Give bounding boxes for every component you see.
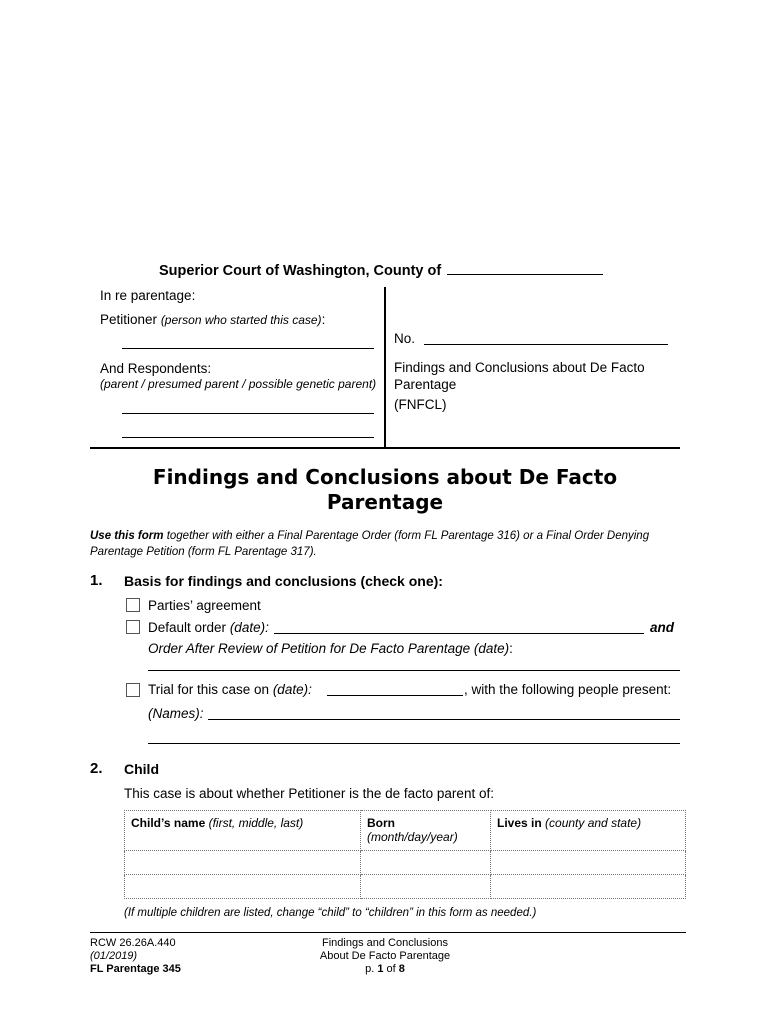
child-name-cell[interactable] [125,875,361,899]
col-lives-in-header: Lives in (county and state) [491,811,686,851]
col-born-header: Born (month/day/year) [361,811,491,851]
children-table [124,810,686,899]
table-row [125,875,686,899]
section-2-title: Child [124,761,159,777]
names-line-1[interactable] [208,719,680,720]
footer-center: Findings and Conclusions About De Facto Parentage p. 1 of 8 [300,937,470,976]
court-title: Superior Court of Washington, County of [159,262,603,279]
checkbox-trial[interactable] [126,683,140,697]
child-born-cell[interactable] [361,851,491,875]
footer-left: RCW 26.26A.440 (01/2019) FL Parentage 345 [90,937,181,975]
child-lives-in-cell[interactable] [491,875,686,899]
intro-text: Use this form together with either a Final Parentage Order (form FL Parentage 316) or a Final Order Denying Parentage Petition (form FL Parentage 317). [90,530,650,558]
names-line-2[interactable] [148,743,680,744]
caption-bottom-rule [90,447,680,449]
section-2-number: 2. [90,760,103,777]
trial-date-line[interactable] [327,695,463,696]
county-blank[interactable] [447,262,603,275]
trial-people-present: , with the following people present: [464,682,672,697]
col-child-name-header: Child’s name (first, middle, last) [125,811,361,851]
respondents-hint: (parent / presumed parent / possible genetic parent) [100,377,377,391]
case-number-line[interactable] [424,344,668,345]
section-1-number: 1. [90,572,103,589]
option-default-order: Default order (date): [148,620,269,635]
page-title: Findings and Conclusions about De Facto Parentage [152,465,618,514]
default-order-date-line[interactable] [274,633,644,634]
order-after-review-date-line[interactable] [148,670,680,671]
section-1-title: Basis for findings and conclusions (check one): [124,573,443,589]
respondent-line-2[interactable] [122,437,374,438]
child-lives-in-cell[interactable] [491,851,686,875]
child-born-cell[interactable] [361,875,491,899]
caption-doc-code: (FNFCL) [394,397,447,412]
multiple-children-note: (If multiple children are listed, change “child” to “children” in this form as needed.) [124,907,537,919]
table-row [125,851,686,875]
checkbox-default-order[interactable] [126,620,140,634]
order-after-review-label: Order After Review of Petition for De Facto Parentage (date): [148,641,513,656]
in-re-label: In re parentage: [100,288,196,303]
and-label: and [650,620,675,635]
caption-doc-title: Findings and Conclusions about De Facto Parentage [394,360,645,392]
caption-divider [384,287,386,449]
petitioner-name-line[interactable] [122,348,374,349]
table-header-row [125,811,686,851]
page-number: p. 1 of 8 [365,963,405,975]
names-label: (Names): [148,706,204,721]
case-number-label: No. [394,331,416,346]
option-trial: Trial for this case on (date): [148,682,312,697]
petitioner-label: Petitioner (person who started this case): [100,312,326,327]
option-parties-agreement: Parties’ agreement [148,598,261,613]
child-name-cell[interactable] [125,851,361,875]
respondents-label: And Respondents: [100,361,212,376]
respondent-line-1[interactable] [122,413,374,414]
footer-rule [90,932,686,933]
section-2-text: This case is about whether Petitioner is the de facto parent of: [124,786,494,801]
checkbox-parties-agreement[interactable] [126,598,140,612]
